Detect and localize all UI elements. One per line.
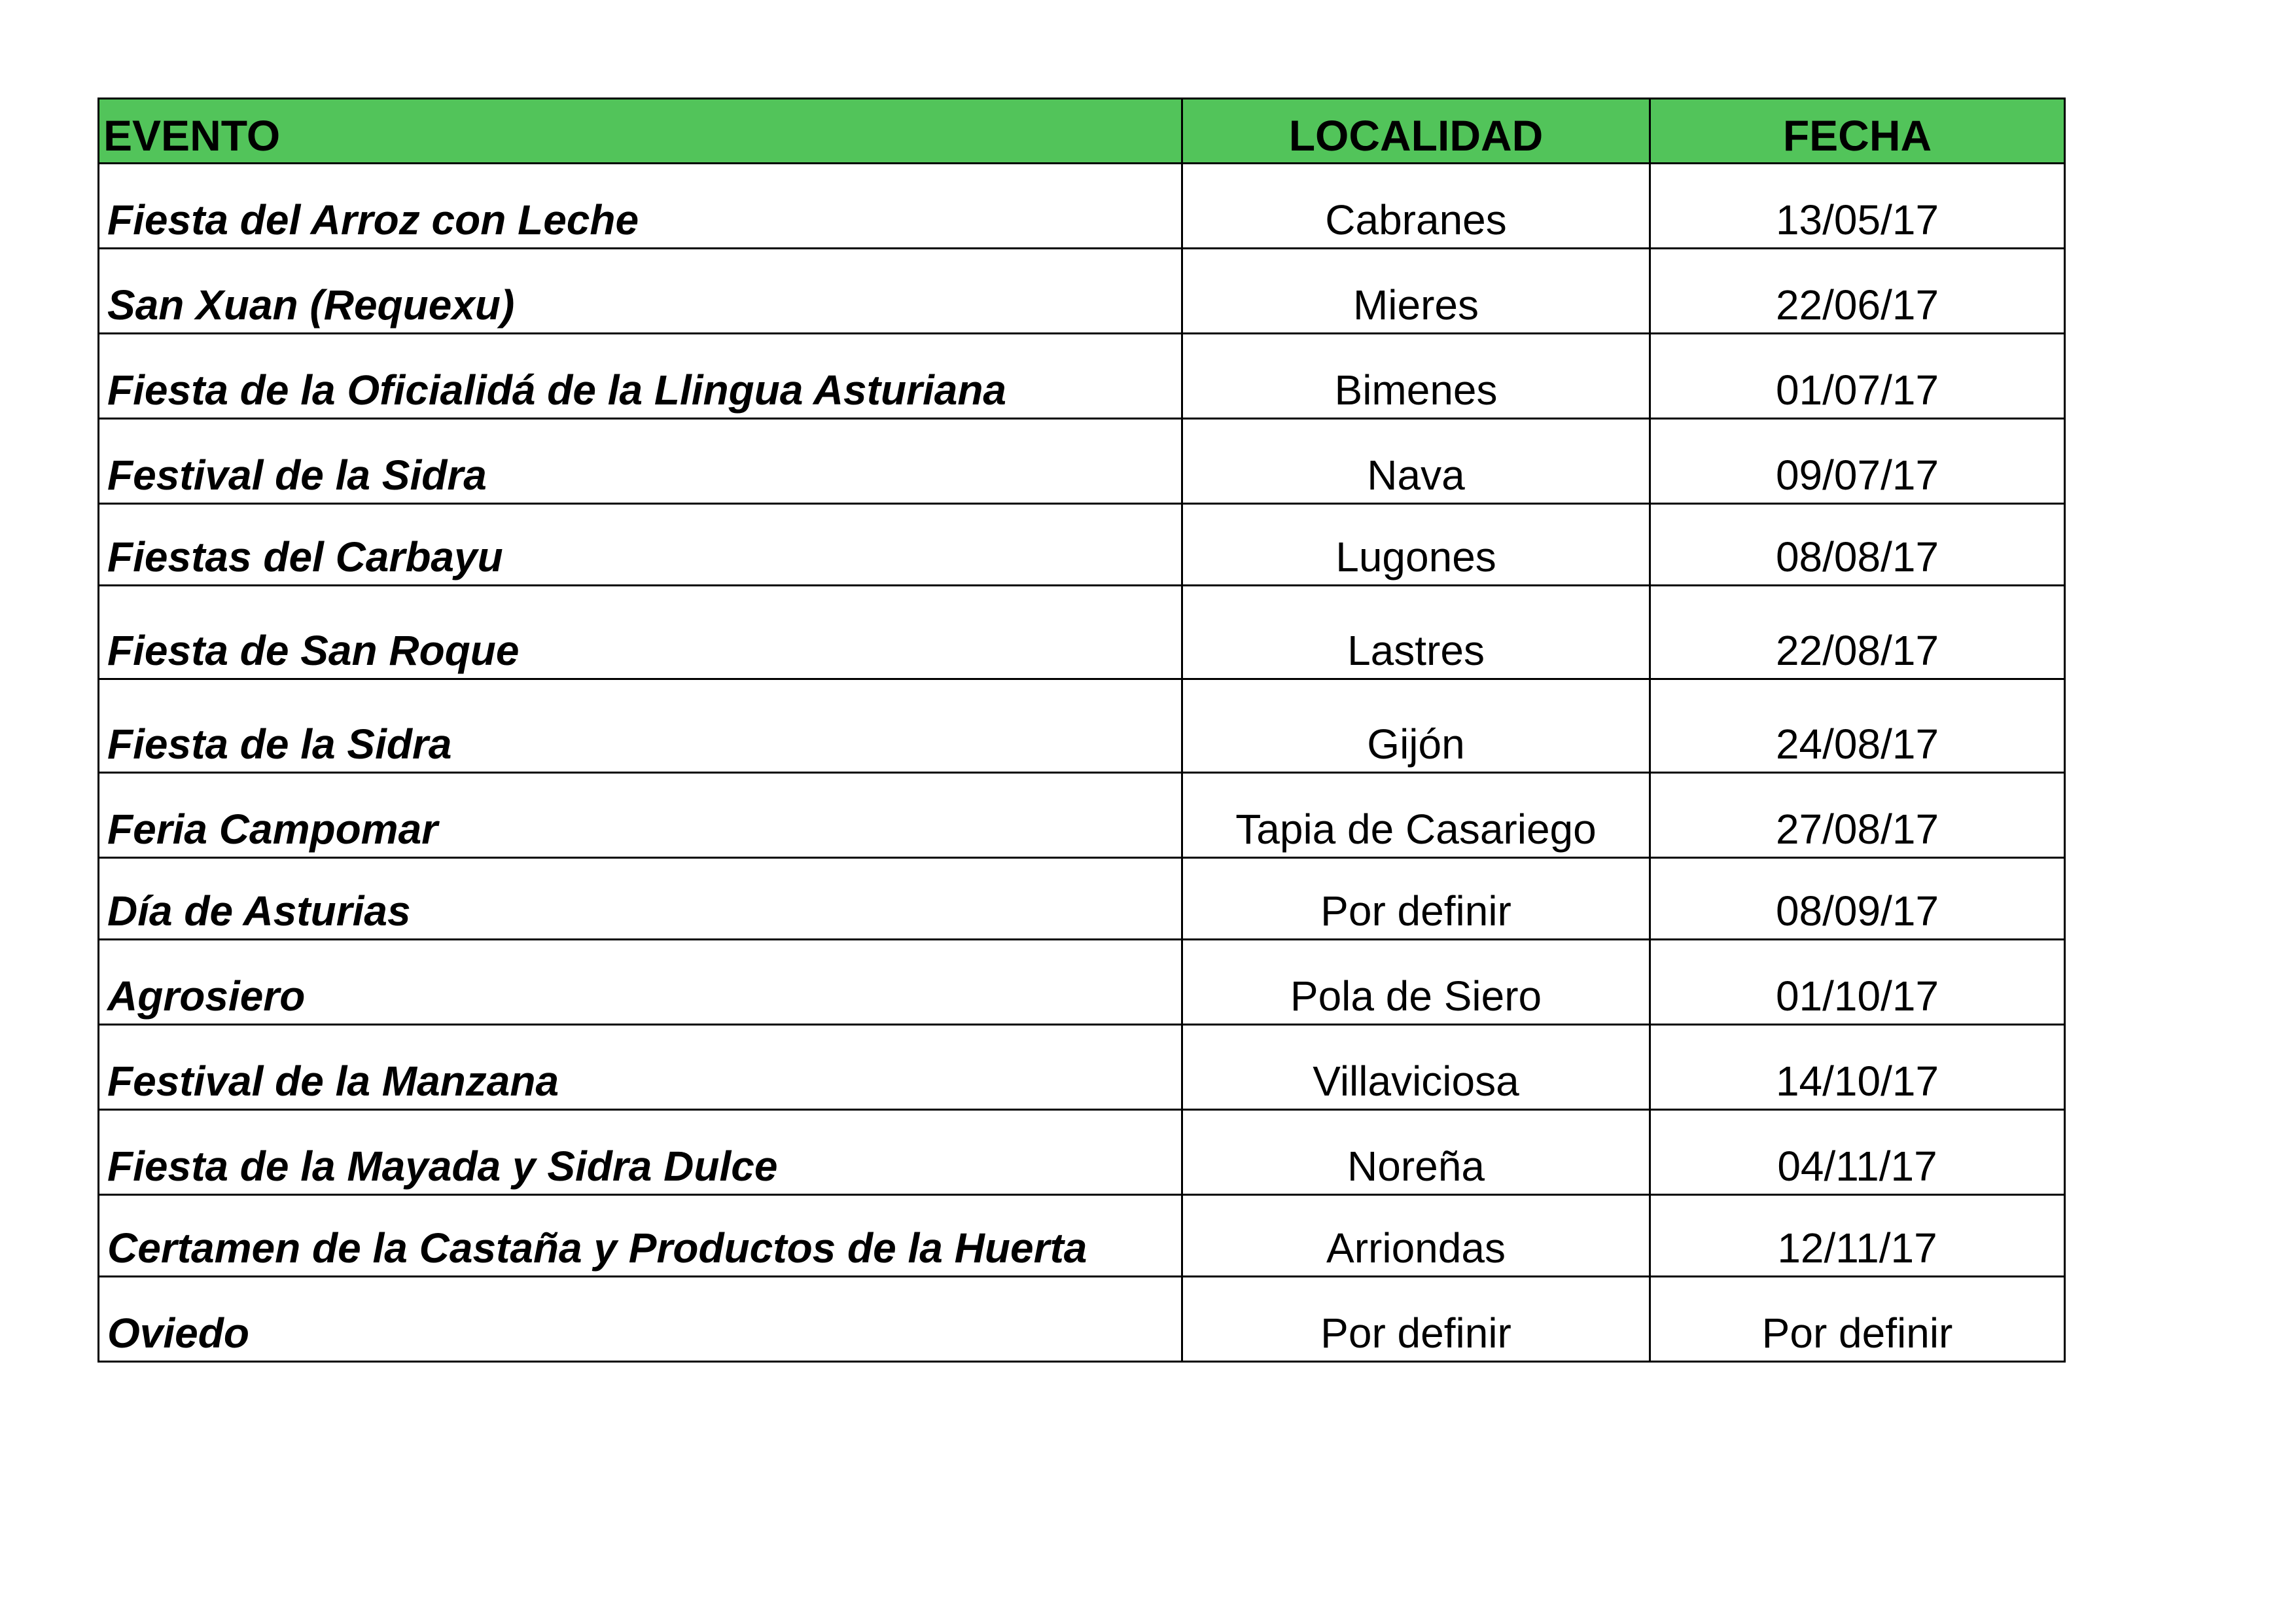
cell-fecha: 01/10/17 [1650, 940, 2065, 1025]
table-row [99, 1277, 2065, 1362]
cell-evento: Festival de la Manzana [99, 1025, 1182, 1110]
cell-evento: Fiestas del Carbayu [99, 504, 1182, 586]
table-row [99, 1195, 2065, 1277]
cell-evento: Fiesta de San Roque [99, 586, 1182, 679]
table-row [99, 940, 2065, 1025]
cell-localidad: Bimenes [1182, 334, 1650, 419]
column-header-localidad: LOCALIDAD [1182, 99, 1650, 164]
table-row [99, 419, 2065, 504]
cell-localidad: Mieres [1182, 249, 1650, 334]
cell-fecha: 09/07/17 [1650, 419, 2065, 504]
table-row [99, 679, 2065, 773]
cell-fecha: 12/11/17 [1650, 1195, 2065, 1277]
cell-evento: San Xuan (Requexu) [99, 249, 1182, 334]
cell-evento: Festival de la Sidra [99, 419, 1182, 504]
cell-localidad: Villaviciosa [1182, 1025, 1650, 1110]
table-row [99, 586, 2065, 679]
events-table [97, 98, 2066, 1363]
cell-localidad: Lugones [1182, 504, 1650, 586]
cell-localidad: Pola de Siero [1182, 940, 1650, 1025]
table-header-row [99, 99, 2065, 164]
cell-localidad: Por definir [1182, 858, 1650, 940]
cell-localidad: Cabranes [1182, 164, 1650, 249]
column-header-fecha: FECHA [1650, 99, 2065, 164]
column-header-evento: EVENTO [99, 99, 1182, 164]
table-row [99, 249, 2065, 334]
cell-fecha: 14/10/17 [1650, 1025, 2065, 1110]
cell-evento: Día de Asturias [99, 858, 1182, 940]
table-row [99, 773, 2065, 858]
table-row [99, 1110, 2065, 1195]
cell-evento: Agrosiero [99, 940, 1182, 1025]
cell-localidad: Tapia de Casariego [1182, 773, 1650, 858]
table-row [99, 164, 2065, 249]
cell-evento: Fiesta de la Mayada y Sidra Dulce [99, 1110, 1182, 1195]
table-row [99, 858, 2065, 940]
cell-fecha: 24/08/17 [1650, 679, 2065, 773]
cell-localidad: Gijón [1182, 679, 1650, 773]
cell-fecha: 04/11/17 [1650, 1110, 2065, 1195]
cell-fecha: 22/06/17 [1650, 249, 2065, 334]
cell-evento: Oviedo [99, 1277, 1182, 1362]
cell-evento: Fiesta de la Sidra [99, 679, 1182, 773]
cell-evento: Fiesta del Arroz con Leche [99, 164, 1182, 249]
cell-fecha: 13/05/17 [1650, 164, 2065, 249]
cell-fecha: 08/09/17 [1650, 858, 2065, 940]
cell-fecha: 01/07/17 [1650, 334, 2065, 419]
cell-localidad: Noreña [1182, 1110, 1650, 1195]
cell-localidad: Lastres [1182, 586, 1650, 679]
cell-fecha: Por definir [1650, 1277, 2065, 1362]
table-row [99, 1025, 2065, 1110]
cell-fecha: 27/08/17 [1650, 773, 2065, 858]
cell-localidad: Por definir [1182, 1277, 1650, 1362]
table-row [99, 504, 2065, 586]
cell-localidad: Arriondas [1182, 1195, 1650, 1277]
cell-fecha: 22/08/17 [1650, 586, 2065, 679]
cell-evento: Feria Campomar [99, 773, 1182, 858]
cell-evento: Fiesta de la Oficialidá de la Llingua Asturiana [99, 334, 1182, 419]
cell-evento: Certamen de la Castaña y Productos de la Huerta [99, 1195, 1182, 1277]
cell-localidad: Nava [1182, 419, 1650, 504]
cell-fecha: 08/08/17 [1650, 504, 2065, 586]
table-row [99, 334, 2065, 419]
